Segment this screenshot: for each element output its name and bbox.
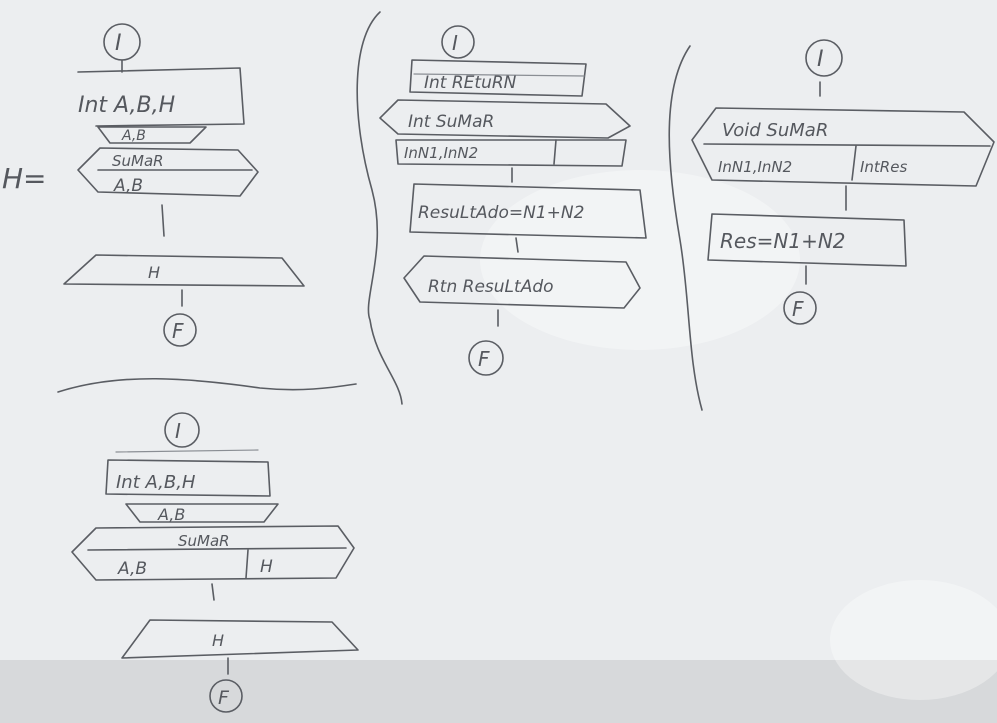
flow2-signature-text: Int SuMaR (408, 112, 495, 132)
flow4-declaration-text: Int A,B,H (116, 472, 196, 493)
flow1-end-label: F (172, 319, 184, 343)
flow1-input-text: A,B (122, 128, 146, 144)
flow2-header-text: Int REtuRN (424, 73, 517, 93)
flow1-call-name: SuMaR (112, 152, 164, 170)
flow2-return-text: Rtn ResuLtAdo (428, 277, 554, 297)
flow2-process-text: ResuLtAdo=N1+N2 (418, 203, 585, 223)
flow3-params-left: InN1,InN2 (718, 158, 793, 176)
flow4-start-label: I (175, 419, 181, 443)
flow1-call-args: A,B (114, 176, 144, 196)
flow3-end-label: F (792, 297, 804, 321)
flow4-call-out: H (260, 557, 273, 577)
flow2-start-label: I (452, 31, 458, 55)
flow3-signature-text: Void SuMaR (722, 120, 829, 141)
flow4-output-text: H (212, 631, 225, 650)
flow3-start-label: I (817, 47, 824, 72)
flow1-output-text: H (148, 263, 161, 282)
flow2-params-text: InN1,InN2 (404, 144, 479, 162)
flow2-end-label: F (478, 347, 490, 371)
flow3-params-right: IntRes (860, 158, 908, 176)
flow4-call-name: SuMaR (178, 532, 230, 550)
flow4-end-label: F (218, 687, 229, 709)
flow3-process-text: Res=N1+N2 (720, 229, 846, 253)
flow1-declaration-text: Int A,B,H (78, 93, 176, 118)
light-glare (480, 170, 800, 350)
flow1-assign-var: H= (2, 162, 47, 195)
flow1-start-label: I (115, 31, 122, 56)
flow4-call-args: A,B (118, 559, 148, 579)
flow4-input-text: A,B (158, 505, 186, 524)
